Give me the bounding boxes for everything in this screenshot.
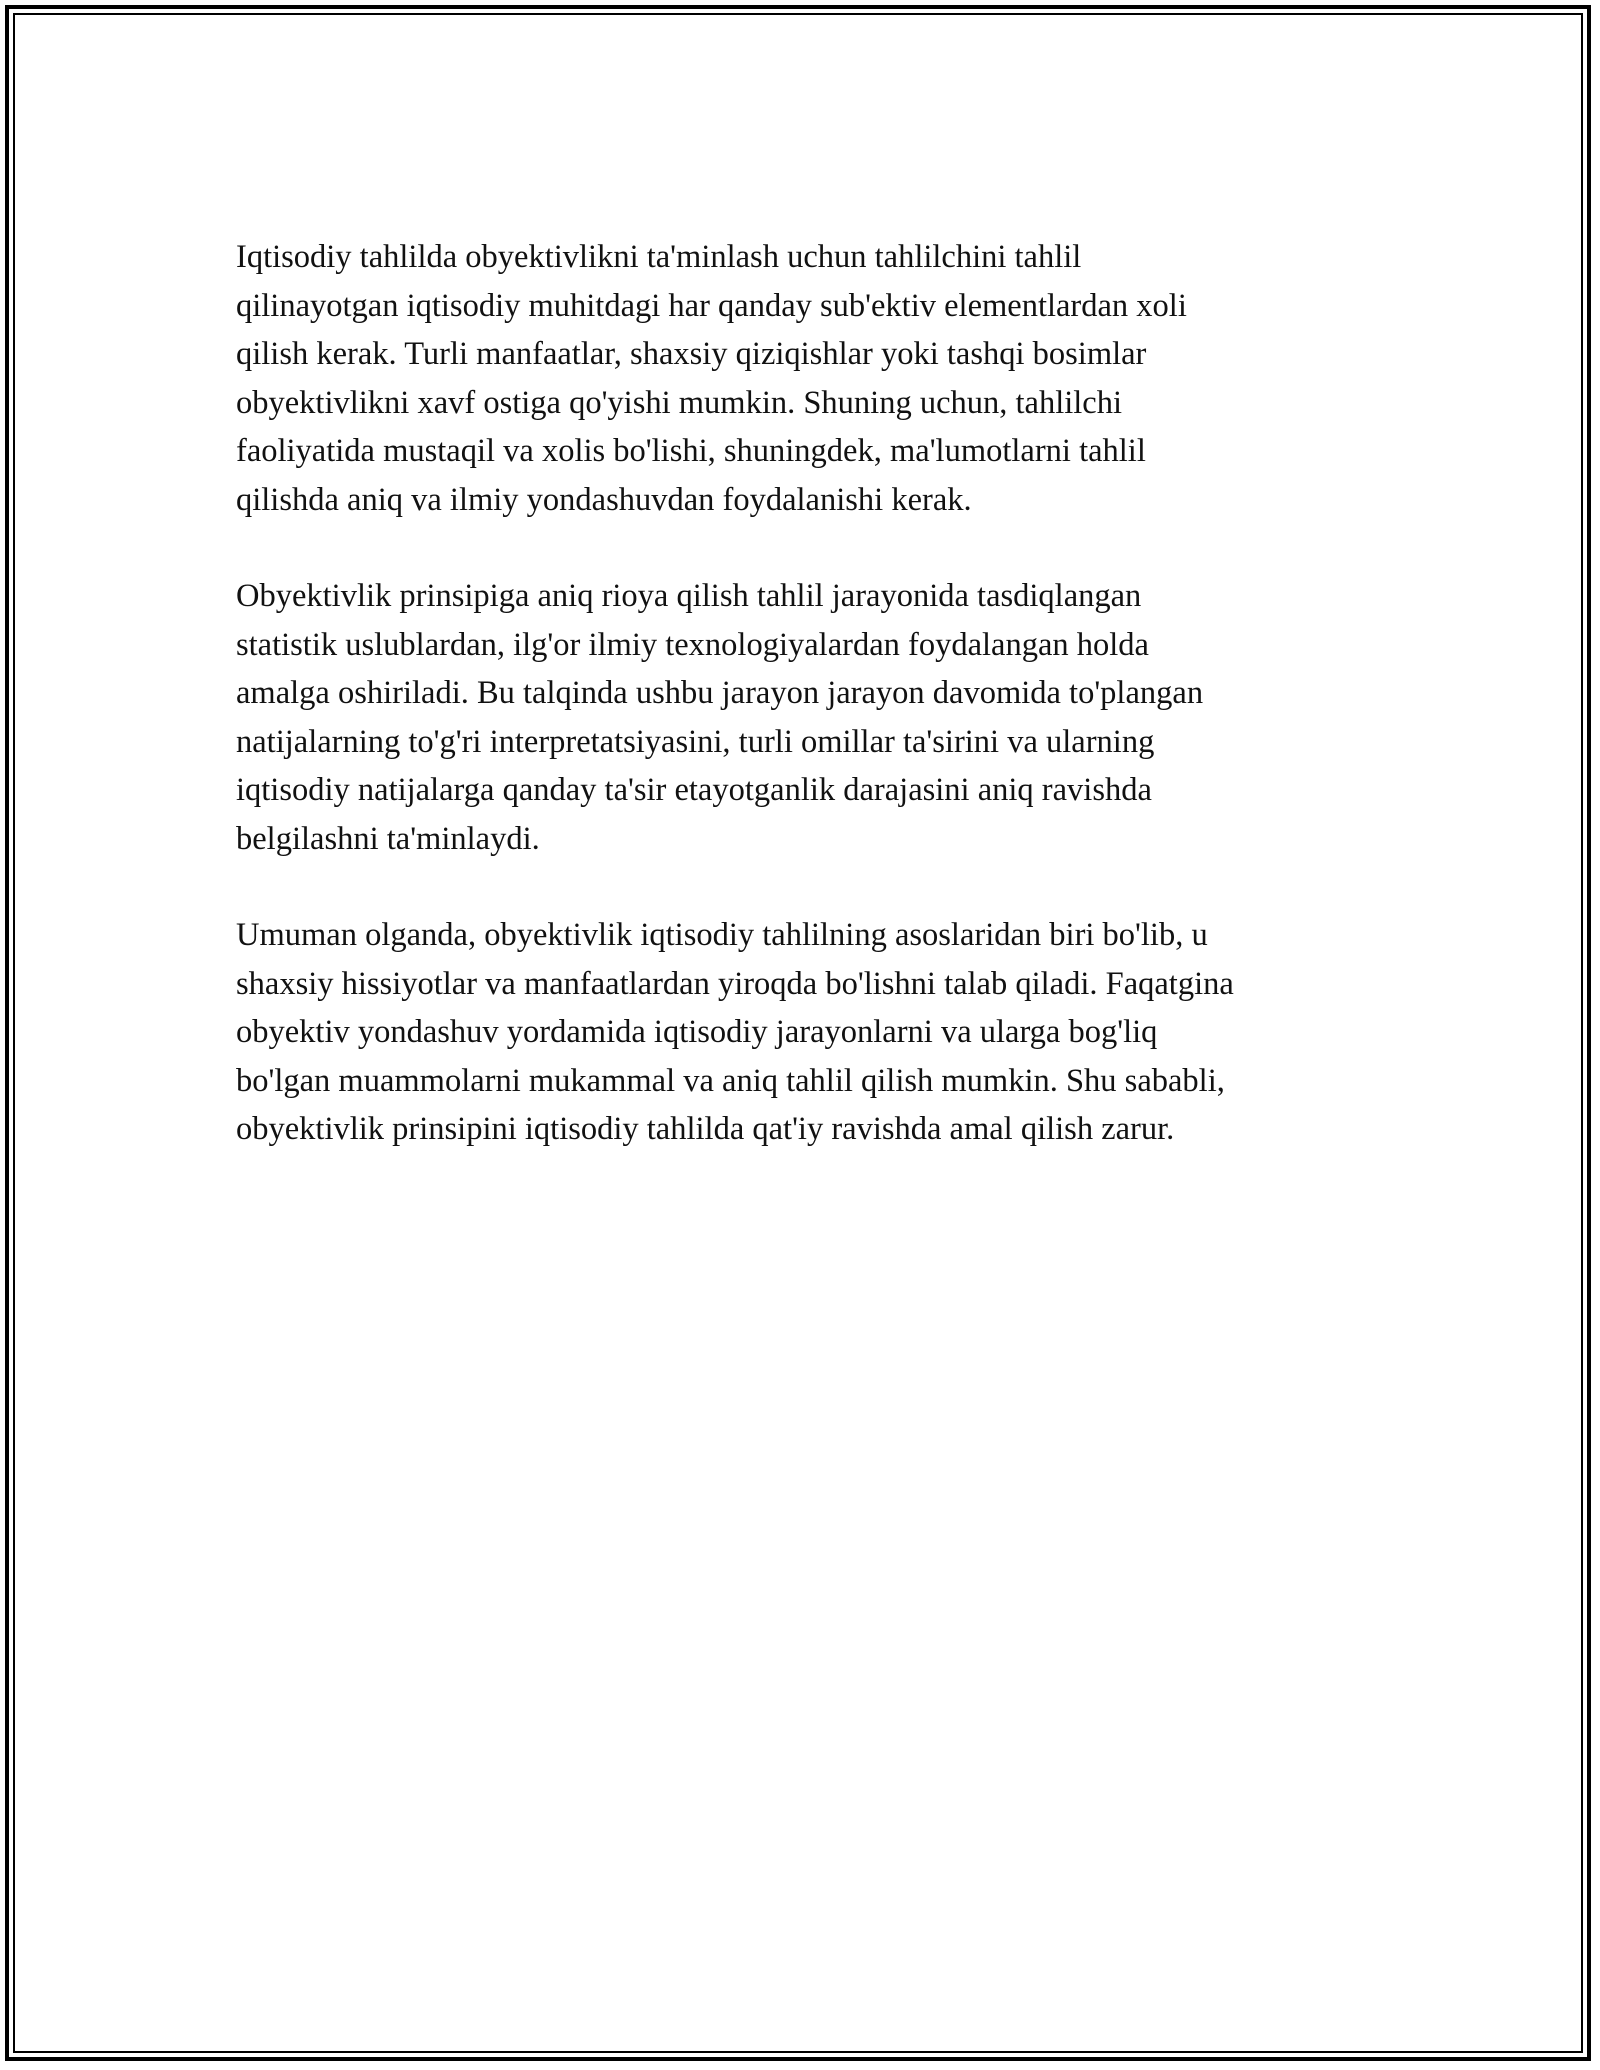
- text-line: obyektiv yondashuv yordamida iqtisodiy jarayonlarni va ularga bog'liq: [236, 1014, 1158, 1050]
- text-line: statistik uslublardan, ilg'or ilmiy texnologiyalardan foydalangan holda: [236, 626, 1149, 663]
- text-line: shaxsiy hissiyotlar va manfaatlardan yiroqda bo'lishni talab qiladi. Faqatgina: [236, 965, 1234, 1002]
- text-line: natijalarning to'g'ri interpretatsiyasini, turli omillar ta'sirini va ularning: [236, 723, 1155, 760]
- paragraph-2: [236, 572, 1386, 863]
- text-line: belgilashni ta'minlaydi.: [236, 820, 540, 857]
- text-line: obyektivlik prinsipini iqtisodiy tahlilda qat'iy ravishda amal qilish zarur.: [236, 1111, 1175, 1147]
- text-line: obyektivlikni xavf ostiga qo'yishi mumkin. Shuning uchun, tahlilchi: [236, 384, 1123, 421]
- paragraph-3: [236, 911, 1386, 1154]
- text-line: Obyektivlik prinsipiga aniq rioya qilish tahlil jarayonida tasdiqlangan: [236, 578, 1142, 614]
- text-line: Iqtisodiy tahlilda obyektivlikni ta'minlash uchun tahlilchini tahlil: [236, 239, 1082, 275]
- text-line: Umuman olganda, obyektivlik iqtisodiy tahlilning asoslaridan biri bo'lib, u: [236, 917, 1208, 953]
- text-line: bo'lgan muammolarni mukammal va aniq tahlil qilish mumkin. Shu sababli,: [236, 1062, 1225, 1099]
- document-body: [236, 233, 1386, 1202]
- text-line: qilish kerak. Turli manfaatlar, shaxsiy qiziqishlar yoki tashqi bosimlar: [236, 336, 1147, 372]
- text-line: qilinayotgan iqtisodiy muhitdagi har qanday sub'ektiv elementlardan xoli: [236, 287, 1187, 324]
- text-line: faoliyatida mustaqil va xolis bo'lishi, shuningdek, ma'lumotlarni tahlil: [236, 433, 1146, 469]
- text-line: iqtisodiy natijalarga qanday ta'sir etayotganlik darajasini aniq ravishda: [236, 772, 1152, 808]
- text-line: amalga oshiriladi. Bu talqinda ushbu jarayon jarayon davomida to'plangan: [236, 675, 1204, 711]
- paragraph-1: [236, 233, 1386, 524]
- text-line: qilishda aniq va ilmiy yondashuvdan foydalanishi kerak.: [236, 481, 972, 518]
